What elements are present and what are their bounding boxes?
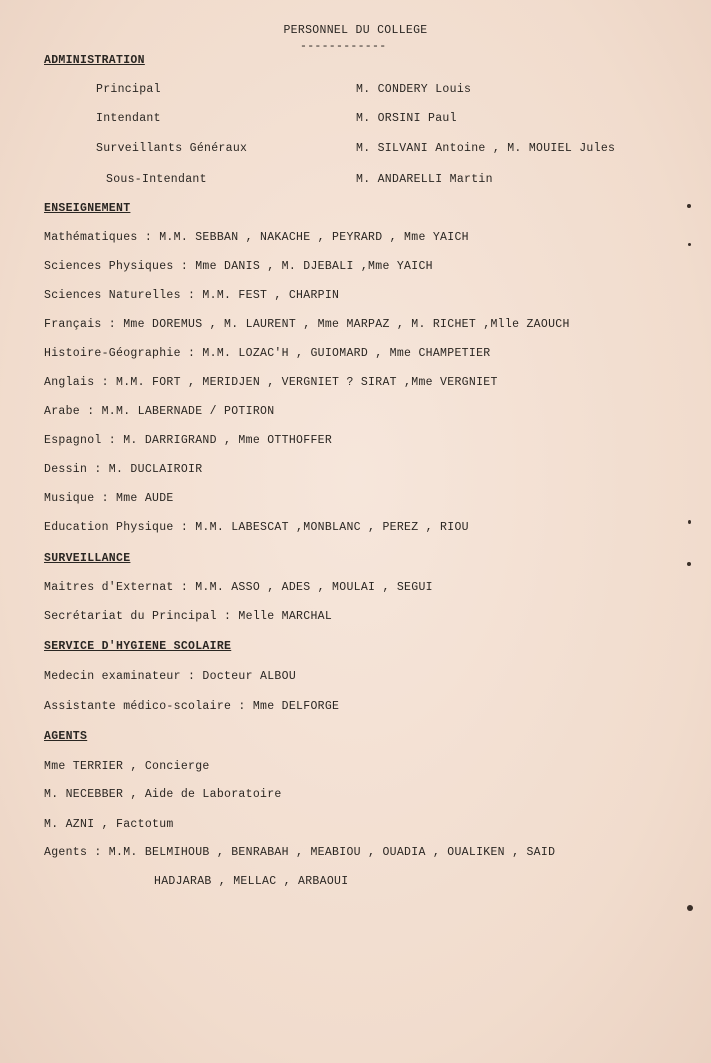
hygiene-line: Assistante médico-scolaire : Mme DELFORGE bbox=[44, 700, 340, 713]
admin-role: Surveillants Généraux bbox=[96, 142, 248, 155]
hygiene-line: Medecin examinateur : Docteur ALBOU bbox=[44, 670, 297, 683]
teaching-line: Anglais : M.M. FORT , MERIDJEN , VERGNIET ? SIRAT ,Mme VERGNIET bbox=[44, 376, 498, 389]
admin-role: Sous-Intendant bbox=[106, 173, 207, 186]
admin-name: M. CONDERY Louis bbox=[356, 83, 472, 96]
teaching-line: Espagnol : M. DARRIGRAND , Mme OTTHOFFER bbox=[44, 434, 333, 447]
surveillance-line: Secrétariat du Principal : Melle MARCHAL bbox=[44, 610, 333, 623]
ink-speck bbox=[688, 243, 691, 246]
ink-speck bbox=[687, 905, 693, 911]
agents-line: Mme TERRIER , Concierge bbox=[44, 760, 210, 773]
teaching-line: Mathématiques : M.M. SEBBAN , NAKACHE , PEYRARD , Mme YAICH bbox=[44, 231, 469, 244]
teaching-line: Arabe : M.M. LABERNADE / POTIRON bbox=[44, 405, 275, 418]
teaching-line: Dessin : M. DUCLAIROIR bbox=[44, 463, 203, 476]
surveillance-line: Maitres d'Externat : M.M. ASSO , ADES , MOULAI , SEGUI bbox=[44, 581, 433, 594]
teaching-line: Education Physique : M.M. LABESCAT ,MONBLANC , PEREZ , RIOU bbox=[44, 521, 469, 534]
agents-line: Agents : M.M. BELMIHOUB , BENRABAH , MEABIOU , OUADIA , OUALIKEN , SAID bbox=[44, 846, 556, 859]
agents-continuation-line: HADJARAB , MELLAC , ARBAOUI bbox=[154, 875, 349, 888]
title-underline: ------------ bbox=[300, 40, 387, 53]
page-title: PERSONNEL DU COLLEGE bbox=[283, 24, 428, 37]
admin-name: M. ORSINI Paul bbox=[356, 112, 457, 125]
ink-speck bbox=[688, 520, 691, 524]
ink-speck bbox=[687, 204, 691, 208]
section-heading-agents: AGENTS bbox=[44, 730, 88, 743]
admin-role: Principal bbox=[96, 83, 161, 96]
section-heading-enseignement: ENSEIGNEMENT bbox=[44, 202, 131, 215]
teaching-line: Français : Mme DOREMUS , M. LAURENT , Mme MARPAZ , M. RICHET ,Mlle ZAOUCH bbox=[44, 318, 570, 331]
section-heading-administration: ADMINISTRATION bbox=[44, 54, 145, 67]
section-heading-hygiene: SERVICE D'HYGIENE SCOLAIRE bbox=[44, 640, 232, 653]
teaching-line: Musique : Mme AUDE bbox=[44, 492, 174, 505]
teaching-line: Sciences Naturelles : M.M. FEST , CHARPIN bbox=[44, 289, 340, 302]
agents-line: M. NECEBBER , Aide de Laboratoire bbox=[44, 788, 282, 801]
admin-name: M. SILVANI Antoine , M. MOUIEL Jules bbox=[356, 142, 616, 155]
admin-role: Intendant bbox=[96, 112, 161, 125]
agents-line: M. AZNI , Factotum bbox=[44, 818, 174, 831]
teaching-line: Histoire-Géographie : M.M. LOZAC'H , GUIOMARD , Mme CHAMPETIER bbox=[44, 347, 491, 360]
section-heading-surveillance: SURVEILLANCE bbox=[44, 552, 131, 565]
teaching-line: Sciences Physiques : Mme DANIS , M. DJEBALI ,Mme YAICH bbox=[44, 260, 433, 273]
ink-speck bbox=[687, 562, 691, 566]
admin-name: M. ANDARELLI Martin bbox=[356, 173, 493, 186]
